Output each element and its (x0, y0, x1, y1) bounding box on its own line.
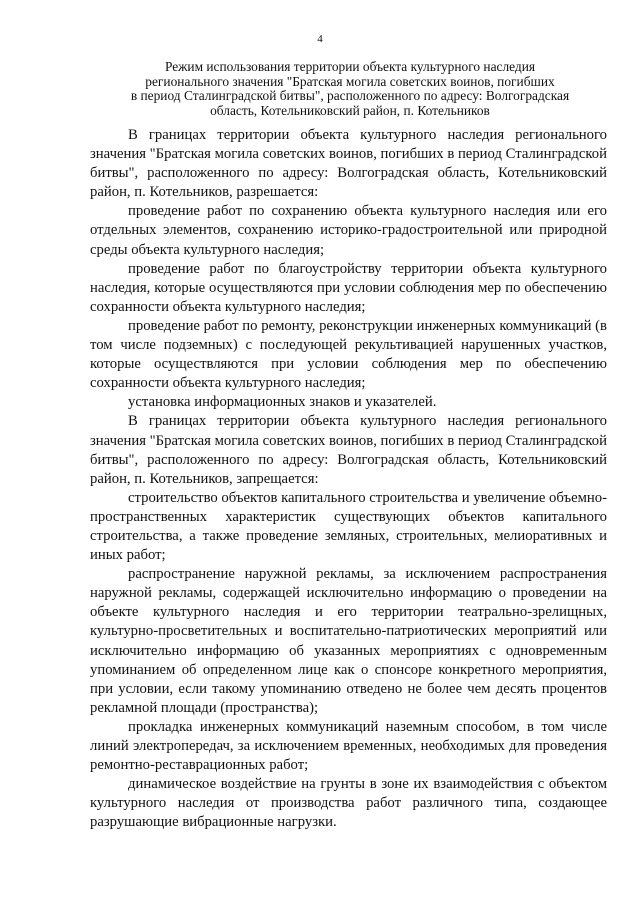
paragraph-prohibited-item: динамическое воздействие на грунты в зоне их взаимодействия с объектом культурного наследия от производства работ различного типа, создающее разрушающие вибрационные нагрузки. (90, 776, 607, 831)
title-line: регионального значения "Братская могила советских воинов, погибших (145, 73, 555, 89)
paragraph-prohibited-item: прокладка инженерных коммуникаций наземным способом, в том числе линий электропередач, за исключением временных, необходимых для проведения ремонтно-реставрационных работ; (90, 718, 607, 774)
title-line: область, Котельниковский район, п. Котельников (210, 102, 490, 118)
document-body (90, 126, 607, 832)
page-number: 4 (317, 33, 323, 45)
paragraph-prohibited-item: распространение наружной рекламы, за исключением распространения наружной рекламы, содержащей исключительно информацию о проведении на объекте культурного наследия и его территории театрально-зрелищных, культурно-просветительных и воспитательно-патриотических мероприятий или исключительно информацию об указанных мероприятиях с одновременным упоминанием об определенном лице как о спонсоре конкретного мероприятия, при условии, если такому упоминанию отведено не более чем десять процентов рекламной площади (пространства); (90, 566, 607, 716)
paragraph-permitted-item: проведение работ по сохранению объекта культурного наследия или его отдельных элементов, сохранению историко-градостроительной или природной среды объекта культурного наследия; (90, 203, 607, 258)
paragraph-prohibited-item: строительство объектов капитального строительства и увеличение объемно-пространственных характеристик существующих объектов капитального строительства, а также проведение земляных, строительных, мелиоративных и иных работ; (90, 489, 607, 564)
title-line: Режим использования территории объекта культурного наследия (164, 59, 536, 74)
paragraph-permitted-item: проведение работ по ремонту, реконструкции инженерных коммуникаций (в том числе подземных) с последующей рекультивацией нарушенных участков, которые осуществляются при условии соблюдения мер по обеспечению сохранности объекта культурного наследия; (90, 317, 607, 392)
paragraph-prohibited-intro: В границах территории объекта культурного наследия регионального значения "Братская могила советских воинов, погибших в период Сталинградской битвы", расположенного по адресу: Волгоградская область, Котельниковский район, п. Котельников, запрещается: (90, 413, 607, 487)
paragraph-permitted-item: проведение работ по благоустройству территории объекта культурного наследия, которые осуществляются при условии соблюдения мер по обеспечению сохранности объекта культурного наследия; (90, 260, 607, 315)
paragraph-permitted-item: установка информационных знаков и указателей. (128, 394, 437, 411)
title-line: в период Сталинградской битвы", расположенного по адресу: Волгоградская (130, 88, 570, 104)
paragraph-permitted-intro: В границах территории объекта культурного наследия регионального значения "Братская могила советских воинов, погибших в период Сталинградской битвы", расположенного по адресу: Волгоградская область, Котельниковский район, п. Котельников, разрешается: (90, 127, 607, 201)
document-title (90, 60, 610, 118)
